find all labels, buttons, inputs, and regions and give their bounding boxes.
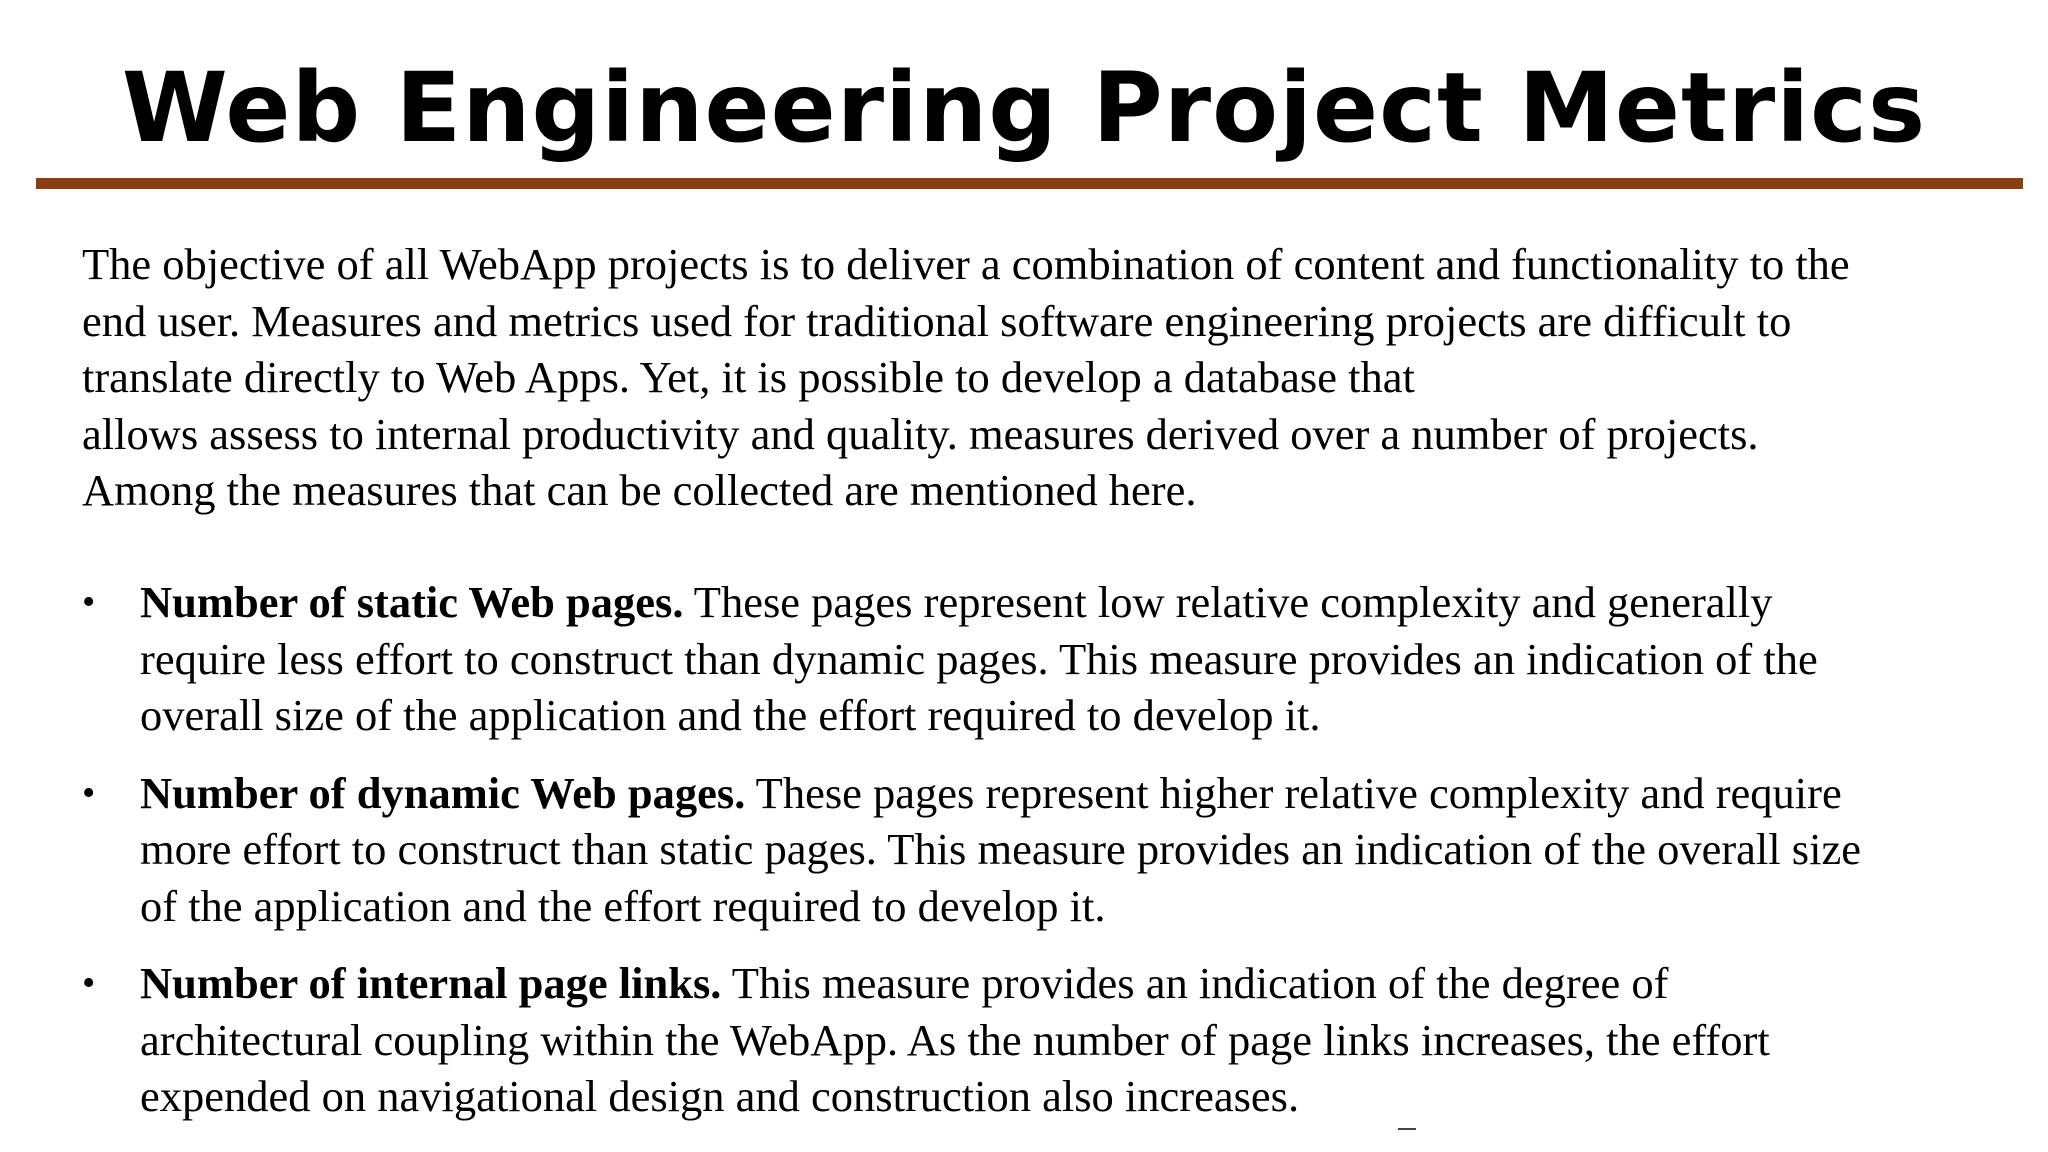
slide-footer-mark: [1398, 1128, 1416, 1130]
bullet-line: expended on navigational design and construction also increases.: [140, 1071, 1300, 1121]
bullet-icon: •: [82, 771, 96, 814]
bullet-text: These pages represent low relative complexity and generally: [683, 577, 1773, 627]
intro-line: translate directly to Web Apps. Yet, it is possible to develop a database that: [82, 352, 1415, 402]
bullet-term: Number of internal page links.: [140, 958, 722, 1008]
title-divider: [36, 178, 2023, 189]
bullet-line: of the application and the effort required to develop it.: [140, 880, 1106, 931]
bullet-icon: •: [82, 962, 96, 1004]
bullet-line: overall size of the application and the effort required to develop it.: [140, 690, 1321, 740]
bullet-text: This measure provides an indication of the degree of: [721, 958, 1669, 1008]
intro-line: The objective of all WebApp projects is to deliver a combination of content and functionality to the: [82, 239, 1850, 289]
intro-line: end user. Measures and metrics used for traditional software engineering projects are difficult to: [82, 295, 1792, 346]
intro-line: Among the measures that can be collected are mentioned here.: [82, 465, 1197, 515]
bullet-internal-links: [82, 955, 1982, 1125]
bullet-line: architectural coupling within the WebApp. As the number of page links increases, the effort: [140, 1014, 1770, 1065]
bullet-first-line: [140, 955, 1982, 1012]
bullet-term: Number of dynamic Web pages.: [140, 767, 746, 818]
bullet-text: These pages represent higher relative complexity and require: [745, 767, 1842, 818]
intro-paragraph: [82, 236, 1982, 519]
intro-line: allows assess to internal productivity and quality. measures derived over a number of projects.: [82, 408, 1759, 459]
bullet-line: require less effort to construct than dynamic pages. This measure provides an indication of the: [140, 633, 1818, 684]
bullet-term: Number of static Web pages.: [140, 577, 684, 627]
bullet-static-pages: [82, 574, 1982, 744]
metrics-bullet-list: [82, 574, 1982, 1146]
bullet-icon: •: [82, 581, 96, 623]
slide-title: Web Engineering Project Metrics: [121, 52, 1927, 164]
bullet-first-line: [140, 574, 1982, 631]
bullet-first-line: [140, 765, 1982, 822]
bullet-line: more effort to construct than static pages. This measure provides an indication of the overall size: [140, 824, 1861, 874]
bullet-dynamic-pages: [82, 765, 1982, 935]
